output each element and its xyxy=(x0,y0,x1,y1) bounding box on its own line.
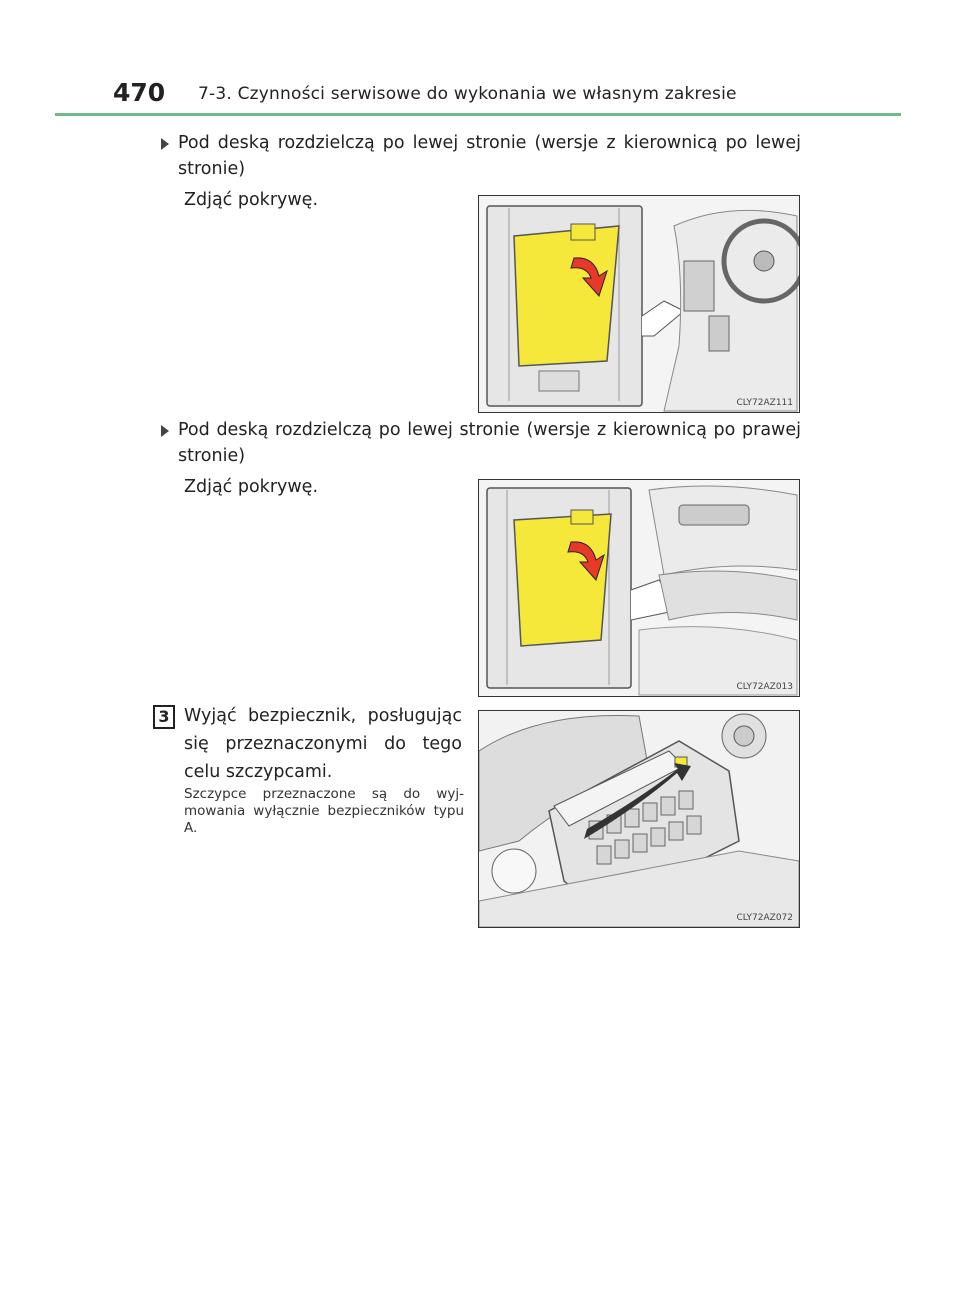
header-rule xyxy=(55,113,901,116)
figure-code: CLY72AZ111 xyxy=(736,398,793,408)
chapter-title: 7-3. Czynności serwisowe do wykonania we własnym zakresie xyxy=(198,84,737,104)
illustration-fuse-box xyxy=(479,711,799,927)
step3-text: Wyjąć bezpiecznik, posługując się przeznaczonymi do tego celu szczypcami. xyxy=(184,706,462,782)
bullet-lhd: Pod deską rozdzielczą po lewej stronie (wersje z kierownicą po lewej stronie) xyxy=(161,130,801,182)
bullet-rhd: Pod deską rozdzielczą po lewej stronie (wersje z kierownicą po prawej stronie) xyxy=(161,417,801,469)
instruction-remove-cover-2: Zdjąć pokrywę. xyxy=(184,477,319,497)
page-header xyxy=(55,78,901,112)
figure-fuse-puller xyxy=(478,710,800,928)
figure-code: CLY72AZ072 xyxy=(736,913,793,923)
step-number-badge: 3 xyxy=(153,705,175,729)
figure-code: CLY72AZ013 xyxy=(736,682,793,692)
illustration-rhd xyxy=(479,480,799,696)
page-number: 470 xyxy=(113,78,166,107)
figure-rhd-cover xyxy=(478,479,800,697)
figure-lhd-cover xyxy=(478,195,800,413)
triangle-bullet-icon xyxy=(161,425,169,437)
instruction-remove-cover-1: Zdjąć pokrywę. xyxy=(184,190,319,210)
step3-note: Szczypce przeznaczone są do wyj-mowania wyłącznie bezpieczników typu A. xyxy=(184,786,464,836)
triangle-bullet-icon xyxy=(161,138,169,150)
illustration-lhd xyxy=(479,196,799,412)
